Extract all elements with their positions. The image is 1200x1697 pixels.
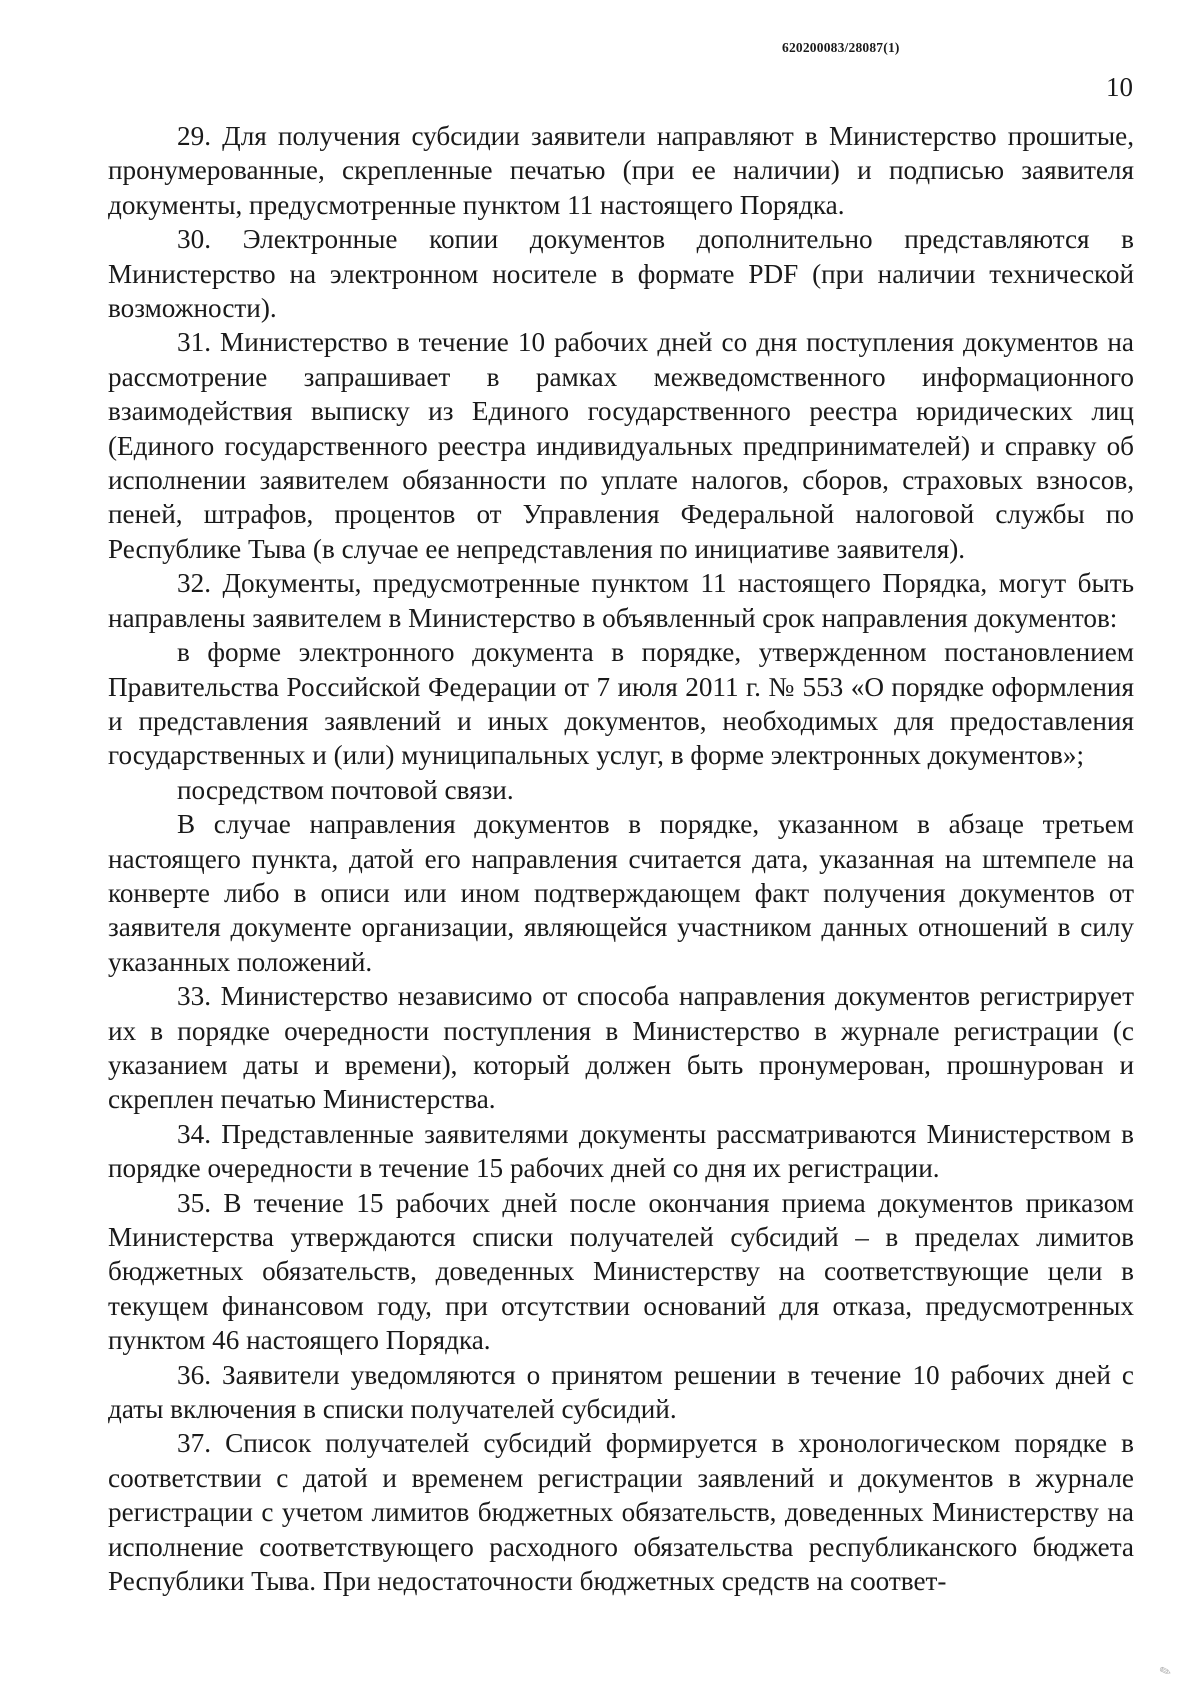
document-body	[108, 119, 1134, 1598]
paragraph-32: 32. Документы, предусмотренные пунктом 11 настоящего Порядка, могут быть направлены заявителем в Министерство в объявленный срок направления документов:	[108, 568, 1134, 633]
page-number: 10	[1106, 72, 1133, 102]
paragraph-32-dispatch-date: В случае направления документов в порядке, указанном в абзаце третьем настоящего пункта, датой его направления считается дата, указанная на штемпеле на конверте либо в описи или ином подтверждающем факт получения документов от заявителя документе организации, являющейся участником данных отношений в силу указанных положений.	[108, 809, 1134, 977]
paragraph-34: 34. Представленные заявителями документы рассматриваются Министерством в порядке очередности в течение 15 рабочих дней со дня их регистрации.	[108, 1118, 1134, 1184]
paragraph-32-electronic: в форме электронного документа в порядке, утвержденном постановлением Правительства Российской Федерации от 7 июля 2011 г. № 553 «О порядке оформления и представления заявлений и иных документов, необходимых для предоставления государственных и (или) муниципальных услуг, в форме электронных документов»;	[108, 637, 1134, 771]
paragraph-36: 36. Заявители уведомляются о принятом решении в течение 10 рабочих дней с даты включения в списки получателей субсидий.	[108, 1359, 1134, 1425]
paragraph-29: 29. Для получения субсидии заявители направляют в Министерство прошитые, пронумерованные, скрепленные печатью (при ее наличии) и подписью заявителя документы, предусмотренные пунктом 11 настоящего Порядка.	[108, 121, 1134, 220]
paragraph-31: 31. Министерство в течение 10 рабочих дней со дня поступления документов на рассмотрение запрашивает в рамках межведомственного информационного взаимодействия выписку из Единого государственного реестра юридических лиц (Единого государственного реестра индивидуальных предпринимателей) и справку об исполнении заявителем обязанности по уплате налогов, сборов, страховых взносов, пеней, штрафов, процентов от Управления Федеральной налоговой службы по Республике Тыва (в случае ее непредставления по инициативе заявителя).	[108, 327, 1134, 564]
document-code: 620200083/28087(1)	[782, 40, 900, 55]
paragraph-30: 30. Электронные копии документов дополнительно представляются в Министерство на электронном носителе в формате PDF (при наличии технической возможности).	[108, 224, 1134, 324]
paragraph-32-postal: посредством почтовой связи.	[177, 774, 514, 805]
paragraph-35: 35. В течение 15 рабочих дней после окончания приема документов приказом Министерства утверждаются списки получателей субсидий – в пределах лимитов бюджетных обязательств, доведенных Министерству на соответствующие цели в текущем финансовом году, при отсутствии оснований для отказа, предусмотренных пунктом 46 настоящего Порядка.	[108, 1187, 1134, 1356]
paragraph-37: 37. Список получателей субсидий формируется в хронологическом порядке в соответствии с датой и временем регистрации заявлений и документов в журнале регистрации с учетом лимитов бюджетных обязательств, доведенных Министерству на исполнение соответствующего расходного обязательства республиканского бюджета Республики Тыва. При недостаточности бюджетных средств на соответ-	[108, 1428, 1134, 1597]
scan-mark-icon: ✎	[1157, 1663, 1174, 1682]
paragraph-33: 33. Министерство независимо от способа направления документов регистрирует их в порядке очередности поступления в Министерство в журнале регистрации (с указанием даты и времени), который должен быть пронумерован, прошнурован и скреплен печатью Министерства.	[108, 981, 1134, 1115]
